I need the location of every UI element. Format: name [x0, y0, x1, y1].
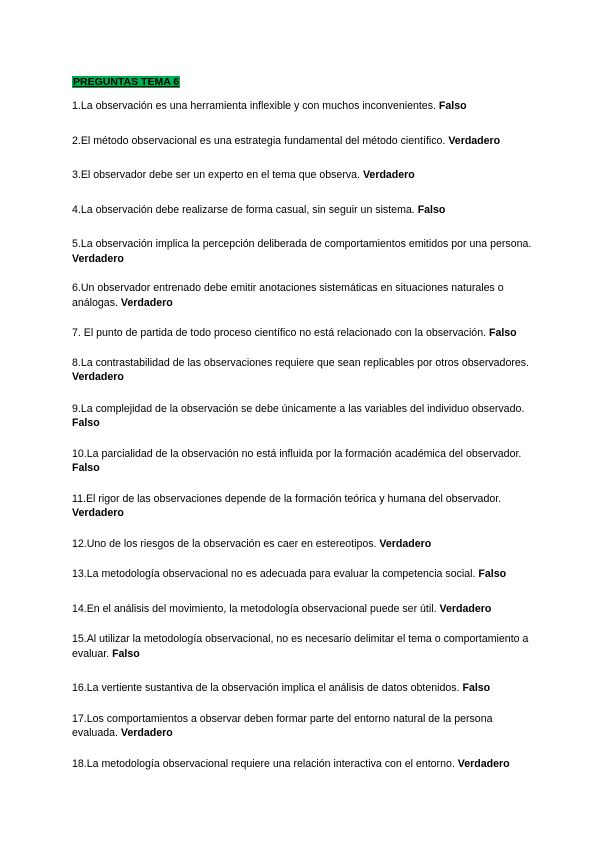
question-answer: Falso: [417, 203, 446, 216]
question-answer: Falso: [462, 682, 491, 694]
question-answer: Verdadero: [120, 727, 173, 739]
question-text: El observador debe ser un experto en el tema que observa.: [80, 169, 360, 181]
question-answer: Verdadero: [120, 296, 173, 309]
question-text: La observación es una herramienta inflexible y con muchos inconvenientes.: [80, 100, 436, 112]
question-item: [72, 602, 534, 617]
question-text: En el análisis del movimiento, la metodología observacional puede ser útil.: [86, 602, 437, 615]
question-item: [72, 492, 534, 521]
question-item: [72, 402, 534, 431]
question-text: La vertiente sustantiva de la observación implica el análisis de datos obtenidos.: [86, 682, 460, 694]
question-item: [72, 757, 534, 772]
question-text: La metodología observacional requiere una relación interactiva con el entorno.: [86, 757, 455, 770]
question-item: [72, 168, 534, 183]
question-list: [72, 99, 534, 771]
question-number: 9.: [72, 402, 81, 415]
question-answer: Falso: [478, 568, 507, 580]
question-item: [72, 447, 534, 476]
question-answer: Verdadero: [72, 252, 124, 265]
question-item: [72, 134, 534, 149]
question-answer: Verdadero: [362, 169, 415, 181]
question-number: 4.: [72, 203, 81, 216]
question-answer: Falso: [72, 417, 100, 429]
question-item: [72, 681, 534, 696]
question-number: 18.: [72, 757, 87, 770]
question-number: 8.: [72, 356, 81, 369]
question-text: Un observador entrenado debe emitir anotaciones sistemáticas en situaciones naturales o análogas.: [72, 282, 504, 309]
question-number: 11.: [72, 492, 86, 505]
question-answer: Falso: [72, 462, 100, 474]
question-number: 5.: [72, 238, 81, 250]
question-number: 13.: [72, 568, 87, 580]
question-number: 6.: [72, 282, 81, 294]
document-page: [72, 72, 534, 771]
question-number: 3.: [72, 169, 81, 181]
page-title: PREGUNTAS TEMA 6: [73, 76, 180, 88]
question-number: 17.: [72, 712, 87, 725]
question-item: [72, 632, 534, 661]
question-answer: Falso: [112, 647, 140, 660]
question-number: 15.: [72, 633, 87, 645]
question-item: [72, 203, 534, 218]
question-item: [72, 567, 534, 582]
question-number: 1.: [72, 100, 81, 112]
question-text: La observación implica la percepción deliberada de comportamientos emitidos por una persona.: [80, 238, 532, 250]
question-item: [72, 356, 534, 385]
question-text: Uno de los riesgos de la observación es caer en estereotipos.: [86, 537, 377, 550]
question-text: Al utilizar la metodología observacional, no es necesario delimitar el tema o comportamiento a evaluar.: [72, 633, 529, 660]
question-number: 12.: [72, 537, 87, 550]
question-answer: Verdadero: [379, 537, 432, 550]
question-item: [72, 99, 534, 114]
question-answer: Falso: [438, 100, 467, 112]
question-answer: Verdadero: [72, 371, 124, 383]
question-number: 10.: [72, 447, 87, 460]
question-text: La metodología observacional no es adecuada para evaluar la competencia social.: [86, 568, 476, 580]
question-item: [72, 712, 534, 741]
question-item: [72, 281, 534, 310]
question-text: La complejidad de la observación se debe únicamente a las variables del individuo observado.: [80, 402, 525, 415]
question-number: 2.: [72, 134, 81, 147]
question-number: 16.: [72, 682, 87, 694]
question-number: 14.: [72, 602, 87, 615]
question-text: El rigor de las observaciones depende de la formación teórica y humana del observador.: [85, 492, 502, 505]
question-answer: Verdadero: [448, 134, 501, 147]
question-answer: Verdadero: [457, 757, 510, 770]
question-text: El método observacional es una estrategia fundamental del método científico.: [80, 134, 446, 147]
question-text: El punto de partida de todo proceso científico no está relacionado con la observación.: [80, 327, 487, 339]
question-text: La observación debe realizarse de forma casual, sin seguir un sistema.: [80, 203, 415, 216]
question-item: [72, 237, 534, 266]
question-answer: Verdadero: [439, 602, 492, 615]
title-container: [72, 72, 534, 86]
question-answer: Verdadero: [72, 507, 124, 519]
question-text: Los comportamientos a observar deben formar parte del entorno natural de la persona evaluada.: [72, 712, 493, 739]
question-answer: Falso: [488, 327, 517, 339]
question-number: 7.: [72, 327, 81, 339]
question-item: [72, 537, 534, 552]
question-item: [72, 326, 534, 341]
question-text: La contrastabilidad de las observaciones requiere que sean replicables por otros observadores.: [80, 356, 529, 369]
question-text: La parcialidad de la observación no está influida por la formación académica del observador.: [86, 447, 522, 460]
